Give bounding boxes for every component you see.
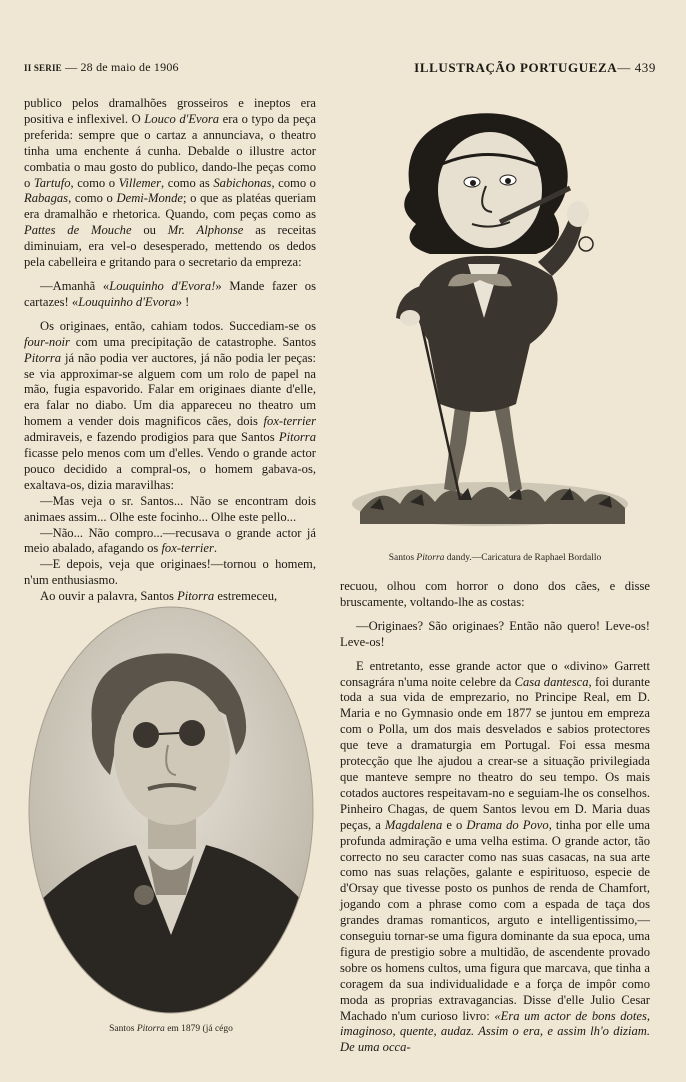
paragraph: recuou, olhou com horror o dono dos cães, e disse bruscamente, voltando-lhe as costas: [340,579,650,609]
caricature-caption [345,553,645,563]
paragraph: —E depois, veja que originaes!—tornou o homem, n'um enthusiasmo. [24,557,316,588]
text-run: já não podia ver auctores, já não podia ler peças: se via approximar-se alguem com um rolo de papel na mão, fugia espavorido. Falar em originaes diante d'elle, era falar no diabo. Um dia appareceu no theatro um homem a vender dois magnificos cães, dois [24,350,316,429]
text-run: . [213,541,218,556]
paragraph: —Mas veja o sr. Santos... Não se encontram dois animaes assim... Olhe este focinho... Olhe este pello... [24,493,316,524]
name-italic: Pitorra [278,430,316,445]
portrait-caption [26,1024,316,1034]
text-run: , como as [161,175,214,190]
term-italic: fox-terrier [263,414,316,429]
issue-info [24,60,179,75]
title-italic: Louquinho d'Evora! [109,278,216,293]
title-italic: Sabichonas [213,175,272,190]
name-italic: Pitorra [24,350,62,365]
right-hand [567,201,589,227]
text-run: » Mande fazer os cartazes! « [24,278,316,309]
title-italic: Casa dantesca [514,674,589,689]
caption-text: Santos [109,1024,137,1034]
text-run: admiraveis, e fazendo prodigios para que Santos [24,430,279,445]
text-run: as receitas diminuiam, era vel-o desesperado, mettendo os dedos pela cabelleira e gritando para o secretario da empreza: [24,223,316,270]
paragraph [24,526,316,558]
title-italic: Mr. Alphonse [167,223,244,238]
title-italic: Villemer [118,175,162,190]
foliage-ground [352,482,628,526]
lapel-button [134,885,154,905]
left-hand [400,310,420,326]
series-label: II SERIE [24,63,62,73]
pince-nez-right-lens [179,720,205,746]
text-run: E entretanto, esse grande actor que o «divino» Garrett consagrára n'uma noite celebre da [340,658,650,689]
pince-nez-left-lens [133,722,159,748]
text-run: —Amanhã « [40,278,110,293]
paragraph [24,96,316,271]
publication-name: ILLUSTRAÇÃO PORTUGUEZA [414,60,618,75]
caricature-illustration [340,104,640,536]
text-run: —Não... Não compro...—recusava o grande actor já meio abalado, afagando os [24,525,316,556]
text-run: ficasse pelo menos com um d'elles. Vendo o grande actor pouco decidido a compral-os, o homem gabava-os, exaltava-os, dizia maravilhas: [24,446,316,492]
title-italic: Louco d'Evora [144,111,220,126]
text-run: Os originaes, então, cahiam todos. Succediam-se os [40,318,316,333]
text-run: , como o [70,175,119,190]
title-italic: Rabagas [24,191,69,206]
title-italic: Drama do Povo [466,817,549,832]
title-italic: Tartufo [33,175,71,190]
paragraph [24,589,316,605]
name-italic: Pitorra [177,589,215,604]
title-italic: Demi-Monde [116,191,183,206]
text-run: , foi durante toda a sua vida de emprezario, no Principe Real, em D. Maria e no Gymnasio onde em 1877 se juntou em empreza com o Polla, um dos mais desvelados e sabios protectores que teve a dramaturgia em Portugal. Foi essa mesma protecção que lhe ajudou a crear-se a situação privilegiada que manteve sempre no theatro do seu tempo. Os mais cotados auctores respeitavam-no e seguiam-lhe os conselhos. Pinheiro Chagas, de quem Santos levou em D. Maria duas peças, a [340,674,651,832]
text-run: publico pelos dramalhões grosseiros e ineptos era positiva e inflexivel. O [24,96,316,126]
text-run: » ! [175,294,190,309]
text-run: e o [442,817,467,832]
text-run: , como o [68,191,117,206]
caricature-head [404,113,570,254]
monocle-icon [579,237,593,251]
text-run: era o typo da peça preferida: sempre que o cartaz a annunciava, o theatro tinha uma enchente á cunha. Debalde o illustre actor combatia o mau gosto do publico, dando-lhe peças como o [24,111,316,190]
caption-name-italic: Pitorra [136,1024,165,1034]
publication-title [414,60,656,76]
term-italic: fox-terrier [161,541,214,556]
caption-text: Santos [388,553,417,563]
text-run: , como o [271,175,316,190]
caption-text: dandy.—Caricatura de Raphael Bordallo [444,553,602,563]
portrait-face [114,681,230,825]
text-run: com uma precipitação de catastrophe. Santos [69,334,316,349]
paragraph [24,279,316,311]
paragraph [340,659,650,1057]
title-italic: Louquinho d'Evora [78,294,176,309]
quote-italic: «Era um actor de bons dotes, imaginoso, quente, audaz. Assim o era, e assim lh'o diziam. De uma occa- [340,1008,650,1055]
title-italic: Pattes de Mouche [24,223,132,238]
portrait-photograph [26,605,316,1015]
text-run: , tinha por elle uma profunda admiração e uma velha estima. O grande actor, tão correcto no seu caracter como nas suas casacas, na sua arte como nas suas relações, galante e espirituoso, especie de d'Orsay que tivesse posto os punhos de renda de Chamfort, jogando com a phrase como com a espada de taça dos grandes dramas romanticos, arguto e intelligentissimo,—conseguiu tornar-se uma figura dominante da sua epoca, uma figura de prestigio sobre a multidão, de ascendente provado sobre os homens cultos, uma figura que marcava, que tinha a coragem da sua individualidade e a força de impôr como moda as proprias extravagancias. Disse d'elle Julio Cesar Machado n'um curioso livro: [340,817,650,1023]
text-run: ou [131,223,168,238]
issue-date: — 28 de maio de 1906 [65,60,179,74]
caption-text: em 1879 (já cégo [164,1024,233,1034]
title-italic: Magdalena [384,817,443,832]
text-run: Ao ouvir a palavra, Santos [40,589,178,604]
right-text-column [340,579,650,1056]
left-text-column [24,96,316,605]
running-header [24,60,656,76]
page-number: — 439 [617,60,656,75]
caption-name-italic: Pitorra [416,553,445,563]
text-run: estremeceu, [214,589,278,604]
paragraph: —Originaes? São originaes? Então não quero! Leve-os! Leve-os! [340,618,650,649]
title-italic: four-noir [24,334,70,349]
paragraph [24,319,316,494]
text-run: ; o que as platéas queriam era dramalhão e rhetorica. Quando, com peças como as [24,191,316,222]
